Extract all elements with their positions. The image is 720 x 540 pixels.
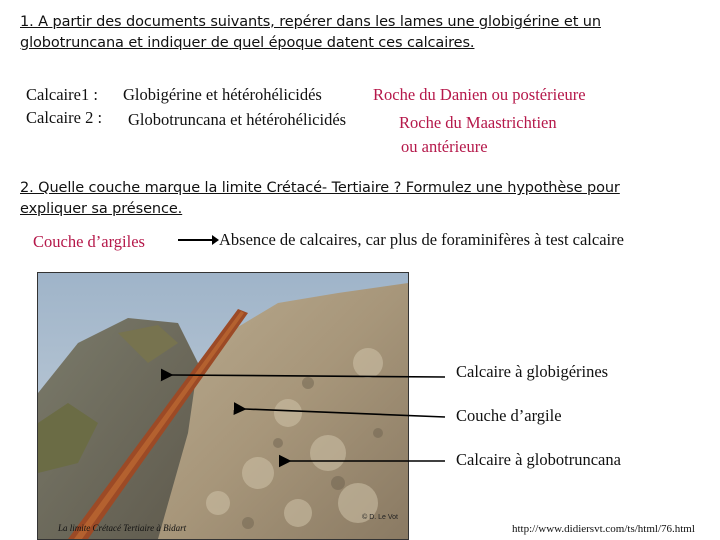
label-couche-argile: Couche d’argile	[456, 406, 562, 425]
answer-1-row-2-answer-line-2: ou antérieure	[401, 137, 488, 156]
answer-1-row-2-text: Globotruncana et hétérohélicidés	[128, 110, 347, 129]
question-1-line-2: globotruncana et indiquer de quel époque datent ces calcaires.	[20, 35, 475, 51]
pointer-couche-argile	[245, 409, 445, 417]
answer-1-row-1-text: Globigérine et hétérohélicidés	[123, 85, 322, 104]
question-2-line-2: expliquer sa présence.	[20, 201, 183, 217]
question-2-line-1: 2. Quelle couche marque la limite Crétacé- Tertiaire ? Formulez une hypothèse pour	[20, 180, 620, 196]
pointer-calcaire-globigerines	[172, 375, 445, 377]
answer-1-row-2-answer-line-1: Roche du Maastrichtien	[399, 113, 557, 132]
label-calcaire-globotruncana: Calcaire à globotruncana	[456, 450, 621, 469]
source-url[interactable]: http://www.didiersvt.com/ts/html/76.html	[512, 523, 695, 535]
label-calcaire-globigerines: Calcaire à globigérines	[456, 362, 609, 381]
answer-2-right: Absence de calcaires, car plus de foraminifères à test calcaire	[219, 230, 624, 249]
photo-caption: La limite Crétacé Tertiaire à Bidart	[58, 523, 187, 533]
answer-1-row-1-label: Calcaire1 :	[26, 85, 98, 104]
photo-credit: © D. Le Vot	[362, 514, 398, 521]
answer-1-row-1-answer: Roche du Danien ou postérieure	[373, 85, 586, 104]
question-1-line-1: 1. A partir des documents suivants, repérer dans les lames une globigérine et un	[20, 14, 601, 30]
answer-1-row-2-label: Calcaire 2 :	[26, 108, 103, 127]
answer-2-left: Couche d’argiles	[33, 232, 145, 251]
